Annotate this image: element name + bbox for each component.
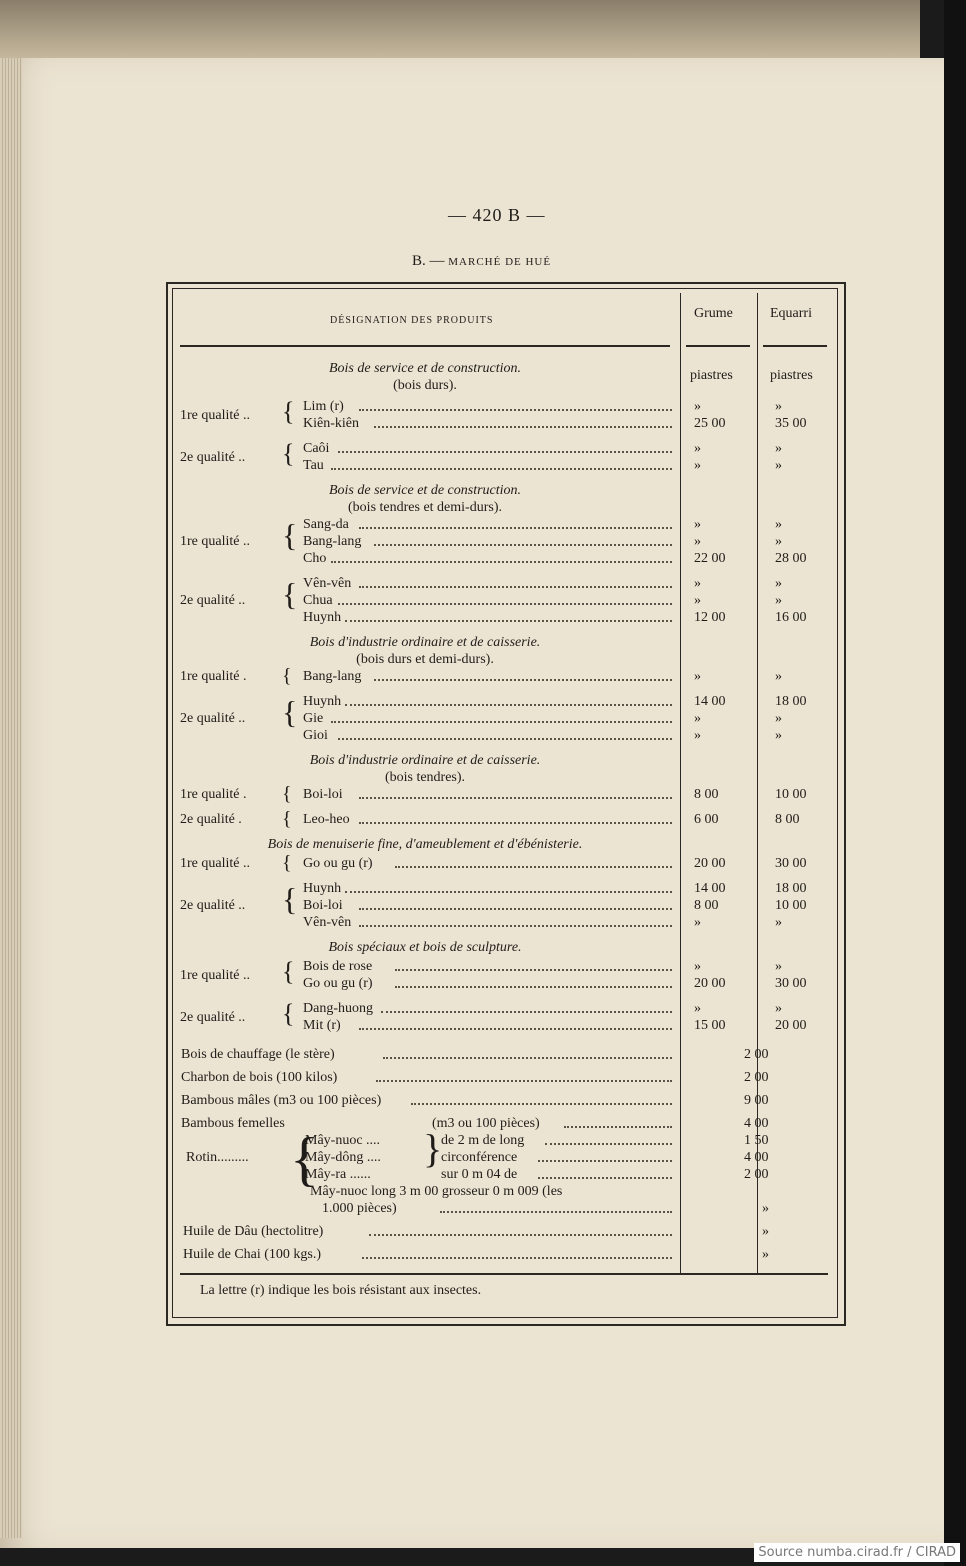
price-grume: » — [694, 593, 701, 608]
column-divider-grume — [680, 293, 681, 1273]
header-equarri: Equarri — [770, 306, 812, 321]
group-title: Bois de service et de construction. — [328, 483, 522, 498]
footer-rule — [180, 1273, 828, 1275]
price-equarri: 20 00 — [775, 1018, 807, 1033]
price-equarri: » — [775, 1001, 782, 1016]
price-equarri: 28 00 — [775, 551, 807, 566]
rotin-price: 4 00 — [744, 1150, 769, 1165]
leader-dots — [331, 458, 672, 470]
group-subtitle: (bois durs). — [393, 378, 457, 393]
product-name: Go ou gu (r) — [303, 856, 373, 871]
leader-dots — [545, 1133, 672, 1145]
price-equarri: 30 00 — [775, 856, 807, 871]
brace: { — [282, 956, 295, 986]
unit-grume: piastres — [690, 368, 733, 383]
rotin-last-price: » — [762, 1201, 769, 1216]
quality-label: 1re qualité .. — [180, 856, 250, 871]
rotin-variety: Mây-ra ...... — [305, 1167, 371, 1182]
price-grume: 8 00 — [694, 787, 719, 802]
product-name: Bang-lang — [303, 669, 362, 684]
group-subtitle: (bois tendres). — [384, 770, 466, 785]
price-grume: » — [694, 728, 701, 743]
leader-dots — [331, 711, 672, 723]
product-name: Vên-vên — [303, 915, 352, 930]
product-name: Caôi — [303, 441, 330, 456]
price-grume: 20 00 — [694, 856, 726, 871]
footnote: La lettre (r) indique les bois résistant aux insectes. — [200, 1283, 482, 1298]
price-grume: 6 00 — [694, 812, 719, 827]
price-equarri: » — [775, 441, 782, 456]
product-name: Huynh — [303, 610, 342, 625]
price-equarri: 18 00 — [775, 694, 807, 709]
oil-price: » — [762, 1224, 769, 1239]
price-grume: 14 00 — [694, 694, 726, 709]
brace: { — [282, 576, 298, 612]
leader-dots — [381, 1001, 672, 1013]
rotin-price: 1 50 — [744, 1133, 769, 1148]
leader-dots — [338, 728, 672, 740]
price-grume: 22 00 — [694, 551, 726, 566]
price-equarri: » — [775, 711, 782, 726]
page-number: — 420 B — — [448, 205, 546, 225]
header-rule — [180, 345, 670, 347]
price-grume: » — [694, 441, 701, 456]
misc-price: 4 00 — [744, 1116, 769, 1131]
price-equarri: » — [775, 728, 782, 743]
brace: { — [282, 694, 298, 730]
product-name: Go ou gu (r) — [303, 976, 373, 991]
section-letter: B. — — [412, 253, 445, 269]
brace: { — [290, 1126, 319, 1192]
header-rule-grume — [686, 345, 750, 347]
rotin-variety: Mây-dông .... — [305, 1150, 381, 1165]
price-grume: 8 00 — [694, 898, 719, 913]
header-grume: Grume — [694, 306, 733, 321]
quality-label: 2e qualité .. — [180, 1009, 246, 1025]
quality-label: 1re qualité . — [180, 787, 247, 802]
price-grume: » — [694, 458, 701, 473]
leader-dots — [538, 1167, 672, 1179]
quality-label: 2e qualité .. — [180, 711, 246, 726]
leader-dots — [359, 812, 672, 824]
product-name: Cho — [303, 551, 327, 566]
rotin-last-line2: 1.000 pièces) — [322, 1201, 397, 1216]
leader-dots — [359, 576, 672, 588]
misc-price: 2 00 — [744, 1070, 769, 1085]
product-name: Sang-da — [303, 517, 349, 532]
leader-dots — [374, 416, 672, 428]
oil-name: Huile de Dâu (hectolitre) — [183, 1224, 324, 1239]
price-equarri: » — [775, 593, 782, 608]
misc-price: 9 00 — [744, 1093, 769, 1108]
leader-dots — [359, 915, 672, 927]
misc-detail: (m3 ou 100 pièces) — [432, 1116, 540, 1131]
product-name: Boi-loi — [303, 787, 343, 802]
brace: { — [282, 852, 292, 874]
product-name: Lim (r) — [303, 399, 344, 414]
price-equarri: 8 00 — [775, 812, 800, 827]
product-name: Bang-lang — [303, 534, 362, 549]
rotin-variety: Mây-nuoc .... — [305, 1133, 381, 1148]
price-grume: » — [694, 1001, 701, 1016]
group-subtitle: (bois tendres et demi-durs). — [348, 500, 502, 515]
price-equarri: » — [775, 915, 782, 930]
brace: { — [282, 808, 292, 830]
leader-dots — [369, 1224, 672, 1236]
leader-dots — [359, 1018, 672, 1030]
leader-dots — [359, 787, 672, 799]
right-strip — [944, 0, 966, 1566]
product-name: Huynh — [303, 881, 342, 896]
price-grume: 15 00 — [694, 1018, 726, 1033]
rotin-price: 2 00 — [744, 1167, 769, 1182]
page-stack — [0, 58, 22, 1538]
price-grume: » — [694, 576, 701, 591]
oil-price: » — [762, 1247, 769, 1262]
price-grume: 12 00 — [694, 610, 726, 625]
brace: { — [282, 396, 295, 426]
brace: { — [282, 881, 298, 917]
leader-dots — [376, 1070, 672, 1082]
price-grume: 20 00 — [694, 976, 726, 991]
unit-equarri: piastres — [770, 368, 813, 383]
brace: { — [282, 438, 295, 468]
product-name: Huynh — [303, 694, 342, 709]
leader-dots — [362, 1247, 672, 1259]
leader-dots — [359, 399, 672, 411]
price-grume: » — [694, 959, 701, 974]
leader-dots — [345, 694, 672, 706]
product-name: Bois de rose — [303, 959, 373, 974]
quality-label: 1re qualité .. — [180, 967, 250, 983]
leader-dots — [345, 610, 672, 622]
group-title: Bois spéciaux et bois de sculpture. — [328, 940, 522, 955]
product-name: Gioi — [303, 728, 328, 743]
price-equarri: » — [775, 458, 782, 473]
oil-name: Huile de Chai (100 kgs.) — [183, 1247, 322, 1262]
leader-dots — [345, 881, 672, 893]
leader-dots — [374, 669, 672, 681]
quality-label: 1re qualité .. — [180, 407, 250, 423]
misc-name: Bambous femelles — [181, 1116, 285, 1131]
quality-label: 2e qualité .. — [180, 449, 246, 465]
price-grume: » — [694, 915, 701, 930]
price-equarri: » — [775, 959, 782, 974]
leader-dots — [374, 534, 672, 546]
product-name: Tau — [303, 458, 324, 473]
leader-dots — [331, 551, 672, 563]
rotin-last-line: Mây-nuoc long 3 m 00 grosseur 0 m 009 (les — [310, 1184, 563, 1199]
price-equarri: » — [775, 669, 782, 684]
group-title: Bois d'industrie ordinaire et de caisserie. — [309, 635, 541, 650]
brace: } — [423, 1126, 443, 1171]
price-equarri: 10 00 — [775, 787, 807, 802]
brace: { — [282, 783, 292, 805]
quality-label: 1re qualité .. — [180, 534, 250, 549]
product-name: Vên-vên — [303, 576, 352, 591]
leader-dots — [359, 517, 672, 529]
product-name: Dang-huong — [303, 1001, 373, 1016]
misc-price: 2 00 — [744, 1047, 769, 1062]
price-grume: » — [694, 399, 701, 414]
leader-dots — [383, 1047, 672, 1059]
group-title: Bois de menuiserie fine, d'ameublement et d'ébénisterie. — [267, 837, 583, 852]
rotin-detail: circonférence — [441, 1150, 518, 1165]
price-grume: » — [694, 669, 701, 684]
source-credit: Source numba.cirad.fr / CIRAD — [754, 1543, 960, 1562]
group-subtitle: (bois durs et demi-durs). — [356, 652, 494, 667]
price-equarri: » — [775, 576, 782, 591]
header-designation: DÉSIGNATION DES PRODUITS — [330, 315, 494, 326]
misc-name: Charbon de bois (100 kilos) — [181, 1070, 338, 1085]
quality-label: 2e qualité .. — [180, 898, 246, 913]
group-title: Bois d'industrie ordinaire et de caisserie. — [309, 753, 541, 768]
leader-dots — [359, 898, 672, 910]
quality-label: 2e qualité . — [180, 812, 242, 827]
product-name: Kiên-kiên — [303, 416, 359, 431]
section-title — [412, 253, 551, 270]
header-rule-equarri — [763, 345, 827, 347]
brace: { — [282, 665, 292, 687]
price-grume: 14 00 — [694, 881, 726, 896]
price-grume: » — [694, 534, 701, 549]
price-equarri: 16 00 — [775, 610, 807, 625]
leader-dots — [440, 1201, 672, 1213]
rotin-detail: sur 0 m 04 de — [441, 1167, 518, 1182]
price-equarri: 10 00 — [775, 898, 807, 913]
leader-dots — [538, 1150, 672, 1162]
product-name: Gie — [303, 711, 324, 726]
leader-dots — [395, 959, 672, 971]
rotin-label: Rotin......... — [186, 1150, 249, 1165]
price-equarri: 18 00 — [775, 881, 807, 896]
price-equarri: 35 00 — [775, 416, 807, 431]
group-title: Bois de service et de construction. — [328, 361, 522, 376]
leader-dots — [338, 441, 672, 453]
misc-name: Bambous mâles (m3 ou 100 pièces) — [181, 1093, 382, 1108]
misc-name: Bois de chauffage (le stère) — [181, 1047, 335, 1062]
leader-dots — [395, 976, 672, 988]
quality-label: 1re qualité . — [180, 669, 247, 684]
leader-dots — [338, 593, 672, 605]
rotin-detail: de 2 m de long — [441, 1133, 525, 1148]
price-grume: » — [694, 711, 701, 726]
product-name: Mit (r) — [303, 1018, 341, 1033]
price-grume: 25 00 — [694, 416, 726, 431]
section-name: MARCHÉ DE HUÉ — [448, 256, 552, 268]
price-equarri: » — [775, 534, 782, 549]
price-grume: » — [694, 517, 701, 532]
leader-dots — [395, 856, 672, 868]
product-name: Chua — [303, 593, 333, 608]
quality-label: 2e qualité .. — [180, 593, 246, 608]
product-name: Leo-heo — [303, 812, 350, 827]
price-equarri: » — [775, 399, 782, 414]
price-equarri: 30 00 — [775, 976, 807, 991]
brace: { — [282, 517, 298, 553]
leader-dots — [564, 1116, 672, 1128]
leader-dots — [411, 1093, 672, 1105]
price-equarri: » — [775, 517, 782, 532]
product-name: Boi-loi — [303, 898, 343, 913]
brace: { — [282, 998, 295, 1028]
